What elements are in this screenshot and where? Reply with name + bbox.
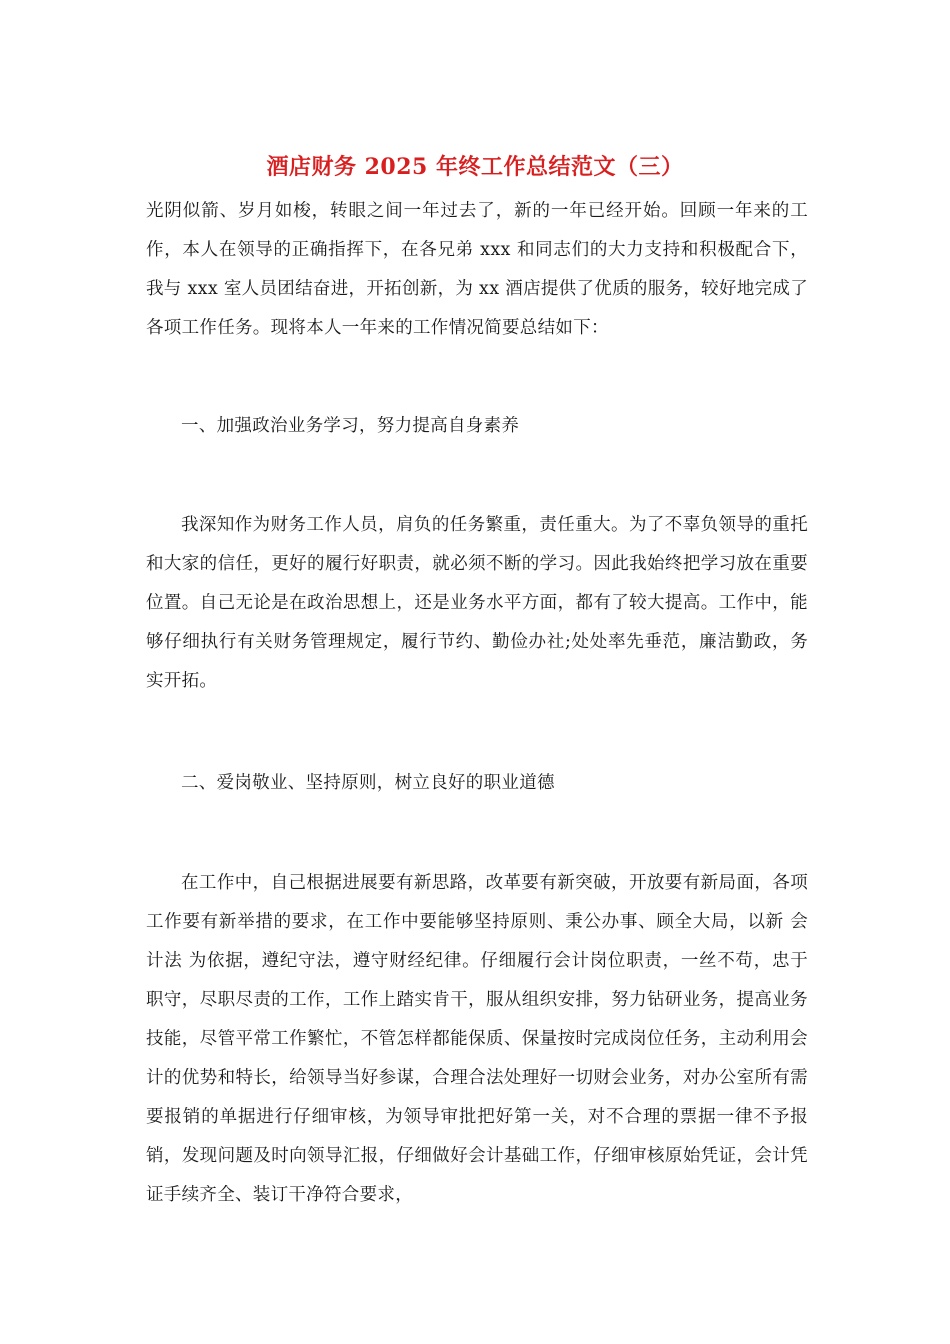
section-body-1: 我深知作为财务工作人员，肩负的任务繁重，责任重大。为了不辜负领导的重托和大家的信任，更好的履行好职责，就必须不断的学习。因此我始终把学习放在重要位置。自己无论是在政治思想上，还是业务水平方面，都有了较大提高。工作中，能够仔细执行有关财务管理规定，履行节约、勤俭办社;处处率先垂范，廉洁勤政，务实开拓。 — [146, 515, 808, 691]
section-body-2: 在工作中，自己根据进展要有新思路，改革要有新突破，开放要有新局面，各项工作要有新举措的要求，在工作中要能够坚持原则、秉公办事、顾全大局，以新 会计法 为依据，遵纪守法，遵守财经纪律。仔细履行会计岗位职责，一丝不苟，忠于职守，尽职尽责的工作，工作上踏实肯干，服从组织安排，努力钻研业务，提高业务技能，尽管平常工作繁忙，不管怎样都能保质、保量按时完成岗位任务，主动利用会计的优势和特长，给领导当好参谋，合理合法处理好一切财会业务，对办公室所有需要报销的单据进行仔细审核，为领导审批把好第一关，对不合理的票据一律不予报销，发现问题及时向领导汇报，仔细做好会计基础工作，仔细审核原始凭证，会计凭证手续齐全、装订干净符合要求， — [146, 873, 808, 1205]
intro-paragraph: 光阴似箭、岁月如梭，转眼之间一年过去了，新的一年已经开始。回顾一年来的工作，本人在领导的正确指挥下，在各兄弟 xxx 和同志们的大力支持和积极配合下，我与 xxx 室人员团结奋进，开拓创新，为 xx 酒店提供了优质的服务，较好地完成了各项工作任务。现将本人一年来的工作情况简要总结如下： — [146, 201, 808, 338]
section-heading-1: 一、加强政治业务学习，努力提高自身素养 — [181, 416, 520, 436]
section-heading-2: 二、爱岗敬业、坚持原则，树立良好的职业道德 — [181, 773, 555, 793]
document-title: 酒店财务 2025 年终工作总结范文（三） — [266, 154, 684, 180]
